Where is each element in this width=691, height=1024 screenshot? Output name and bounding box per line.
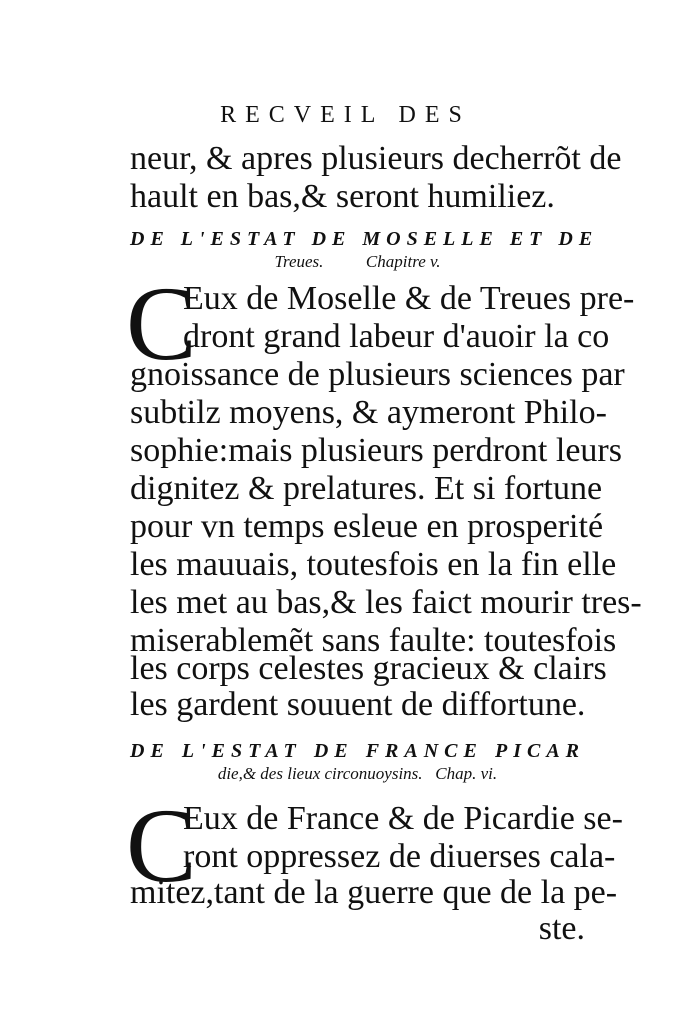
body-line: dront grand labeur d'auoir la co — [183, 318, 610, 355]
body-line: les gardent souuent de diffortune. — [130, 686, 586, 723]
body-line: subtilz moyens, & aymeront Philo- — [130, 394, 607, 431]
intro-line-2: hault en bas,& seront humiliez. — [130, 178, 555, 215]
intro-line-1: neur, & apres plusieurs decherrõt de — [130, 140, 622, 177]
body-line: Eux de Moselle & de Treues pre- — [183, 280, 635, 317]
body-line: les met au bas,& les faict mourir tres- — [130, 584, 642, 621]
body-line: miserablemẽt sans faulte: toutesfois — [130, 622, 617, 659]
drop-cap-initial: C — [126, 265, 197, 382]
body-line: sophie:mais plusieurs perdront leurs — [130, 432, 622, 469]
body-line: ront oppressez de diuerses cala- — [183, 838, 616, 875]
section-heading-moselle: DE L'ESTAT DE MOSELLE ET DE — [130, 228, 599, 250]
section-heading-france: DE L'ESTAT DE FRANCE PICAR — [130, 740, 585, 762]
running-head: RECVEIL DES — [220, 102, 471, 128]
body-line: les mauuais, toutesfois en la fin elle — [130, 546, 617, 583]
body-line: ste. — [538, 910, 585, 947]
section-subheading-france: die,& des lieux circonuoysins. Chap. vi. — [217, 764, 498, 783]
body-line: Eux de France & de Picardie se- — [183, 800, 623, 837]
body-line: les corps celestes gracieux & clairs — [130, 650, 607, 687]
body-line: dignitez & prelatures. Et si fortune — [130, 470, 603, 507]
body-line: gnoissance de plusieurs sciences par — [130, 356, 625, 393]
drop-cap-initial: C — [126, 787, 197, 904]
body-line: mitez,tant de la guerre que de la pe- — [130, 874, 618, 911]
section-subheading-moselle: Treues. Chapitre v. — [274, 252, 441, 271]
body-line: pour vn temps esleue en prosperité — [130, 508, 604, 545]
